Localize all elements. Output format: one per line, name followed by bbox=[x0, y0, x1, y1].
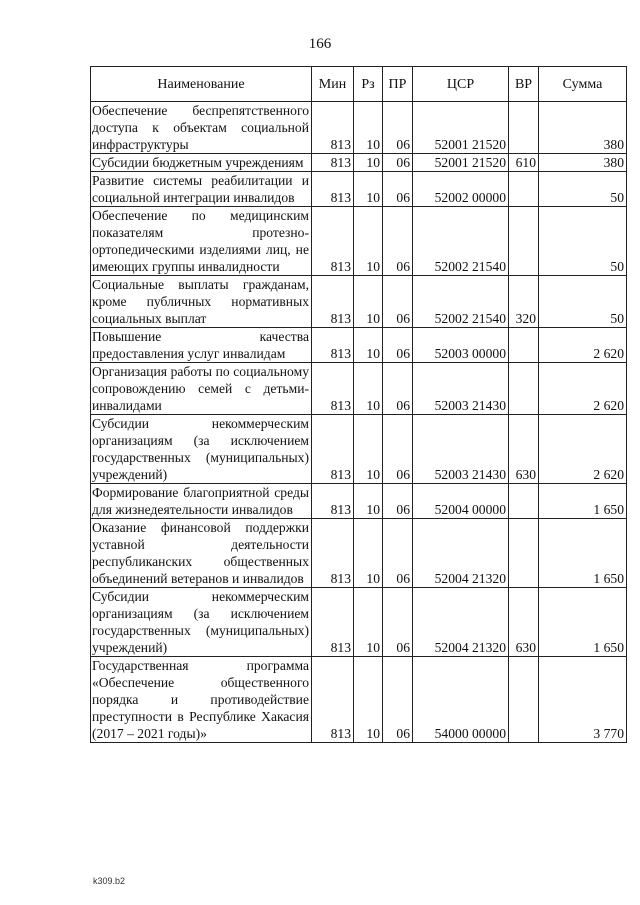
cell-sum: 1 650 bbox=[539, 519, 627, 588]
cell-name: Субсидии некоммерческим организациям (за исключением государственных (муниципальных) учреждений) bbox=[91, 588, 312, 657]
page-number: 166 bbox=[308, 36, 332, 52]
cell-sum: 50 bbox=[539, 172, 627, 207]
cell-sum: 380 bbox=[539, 102, 627, 154]
cell-vr bbox=[509, 207, 539, 276]
cell-min: 813 bbox=[312, 154, 354, 172]
cell-pr: 06 bbox=[383, 484, 413, 519]
cell-vr: 610 bbox=[509, 154, 539, 172]
cell-csr: 52004 21320 bbox=[413, 588, 509, 657]
cell-pr: 06 bbox=[383, 207, 413, 276]
cell-vr: 630 bbox=[509, 588, 539, 657]
cell-pr: 06 bbox=[383, 172, 413, 207]
header-csr: ЦСР bbox=[413, 67, 509, 102]
cell-name: Субсидии некоммерческим организациям (за исключением государственных (муниципальных) учреждений) bbox=[91, 415, 312, 484]
table-row bbox=[91, 276, 627, 328]
cell-csr: 54000 00000 bbox=[413, 657, 509, 743]
cell-pr: 06 bbox=[383, 276, 413, 328]
cell-sum: 2 620 bbox=[539, 328, 627, 363]
cell-name: Обеспечение по медицинским показателям протезно-ортопедическими изделиями лиц, не имеющих группы инвалидности bbox=[91, 207, 312, 276]
cell-pr: 06 bbox=[383, 519, 413, 588]
cell-rz: 10 bbox=[354, 102, 383, 154]
cell-vr bbox=[509, 328, 539, 363]
header-rz: Рз bbox=[354, 67, 383, 102]
cell-csr: 52002 21540 bbox=[413, 207, 509, 276]
budget-table bbox=[90, 66, 627, 743]
cell-name: Формирование благоприятной среды для жизнедеятельности инвалидов bbox=[91, 484, 312, 519]
cell-min: 813 bbox=[312, 415, 354, 484]
table-row bbox=[91, 207, 627, 276]
cell-csr: 52001 21520 bbox=[413, 154, 509, 172]
table-row bbox=[91, 102, 627, 154]
cell-rz: 10 bbox=[354, 363, 383, 415]
header-vr: ВР bbox=[509, 67, 539, 102]
cell-rz: 10 bbox=[354, 172, 383, 207]
cell-min: 813 bbox=[312, 328, 354, 363]
header-name: Наименование bbox=[91, 67, 312, 102]
cell-name: Обеспечение беспрепятственного доступа к объектам социальной инфраструктуры bbox=[91, 102, 312, 154]
cell-min: 813 bbox=[312, 363, 354, 415]
cell-sum: 1 650 bbox=[539, 484, 627, 519]
cell-rz: 10 bbox=[354, 657, 383, 743]
cell-name: Оказание финансовой поддержки уставной деятельности республиканских общественных объединений ветеранов и инвалидов bbox=[91, 519, 312, 588]
header-row bbox=[91, 67, 627, 102]
cell-name: Субсидии бюджетным учреждениям bbox=[91, 154, 312, 172]
header-sum: Сумма bbox=[539, 67, 627, 102]
cell-pr: 06 bbox=[383, 588, 413, 657]
cell-min: 813 bbox=[312, 102, 354, 154]
cell-name: Организация работы по социальному сопровождению семей с детьми-инвалидами bbox=[91, 363, 312, 415]
header-pr: ПР bbox=[383, 67, 413, 102]
cell-rz: 10 bbox=[354, 415, 383, 484]
cell-pr: 06 bbox=[383, 328, 413, 363]
cell-csr: 52002 00000 bbox=[413, 172, 509, 207]
cell-csr: 52004 00000 bbox=[413, 484, 509, 519]
cell-min: 813 bbox=[312, 172, 354, 207]
cell-vr bbox=[509, 484, 539, 519]
cell-min: 813 bbox=[312, 207, 354, 276]
cell-sum: 2 620 bbox=[539, 415, 627, 484]
cell-sum: 3 770 bbox=[539, 657, 627, 743]
cell-csr: 52004 21320 bbox=[413, 519, 509, 588]
cell-csr: 52003 00000 bbox=[413, 328, 509, 363]
table-row bbox=[91, 154, 627, 172]
footer-code: k309.b2 bbox=[93, 876, 126, 886]
cell-sum: 50 bbox=[539, 207, 627, 276]
cell-sum: 380 bbox=[539, 154, 627, 172]
cell-min: 813 bbox=[312, 484, 354, 519]
table-row bbox=[91, 363, 627, 415]
cell-name: Развитие системы реабилитации и социальной интеграции инвалидов bbox=[91, 172, 312, 207]
cell-vr bbox=[509, 519, 539, 588]
cell-min: 813 bbox=[312, 519, 354, 588]
header-min: Мин bbox=[312, 67, 354, 102]
cell-vr bbox=[509, 172, 539, 207]
cell-vr bbox=[509, 657, 539, 743]
cell-csr: 52003 21430 bbox=[413, 363, 509, 415]
cell-rz: 10 bbox=[354, 588, 383, 657]
cell-vr: 320 bbox=[509, 276, 539, 328]
table-row bbox=[91, 172, 627, 207]
cell-csr: 52001 21520 bbox=[413, 102, 509, 154]
cell-name: Повышение качества предоставления услуг инвалидам bbox=[91, 328, 312, 363]
table-row bbox=[91, 588, 627, 657]
cell-name: Государственная программа «Обеспечение общественного порядка и противодействие преступности в Республике Хакасия (2017 – 2021 годы)» bbox=[91, 657, 312, 743]
cell-min: 813 bbox=[312, 588, 354, 657]
cell-rz: 10 bbox=[354, 276, 383, 328]
table-row bbox=[91, 328, 627, 363]
table-row bbox=[91, 519, 627, 588]
cell-sum: 2 620 bbox=[539, 363, 627, 415]
cell-pr: 06 bbox=[383, 102, 413, 154]
cell-sum: 50 bbox=[539, 276, 627, 328]
cell-csr: 52002 21540 bbox=[413, 276, 509, 328]
cell-vr: 630 bbox=[509, 415, 539, 484]
cell-sum: 1 650 bbox=[539, 588, 627, 657]
cell-pr: 06 bbox=[383, 657, 413, 743]
cell-rz: 10 bbox=[354, 154, 383, 172]
table-row bbox=[91, 484, 627, 519]
cell-rz: 10 bbox=[354, 519, 383, 588]
cell-rz: 10 bbox=[354, 207, 383, 276]
cell-pr: 06 bbox=[383, 154, 413, 172]
cell-min: 813 bbox=[312, 276, 354, 328]
cell-vr bbox=[509, 102, 539, 154]
cell-vr bbox=[509, 363, 539, 415]
cell-csr: 52003 21430 bbox=[413, 415, 509, 484]
table-row bbox=[91, 657, 627, 743]
cell-name: Социальные выплаты гражданам, кроме публичных нормативных социальных выплат bbox=[91, 276, 312, 328]
cell-pr: 06 bbox=[383, 415, 413, 484]
cell-rz: 10 bbox=[354, 328, 383, 363]
cell-min: 813 bbox=[312, 657, 354, 743]
cell-rz: 10 bbox=[354, 484, 383, 519]
table-row bbox=[91, 415, 627, 484]
cell-pr: 06 bbox=[383, 363, 413, 415]
